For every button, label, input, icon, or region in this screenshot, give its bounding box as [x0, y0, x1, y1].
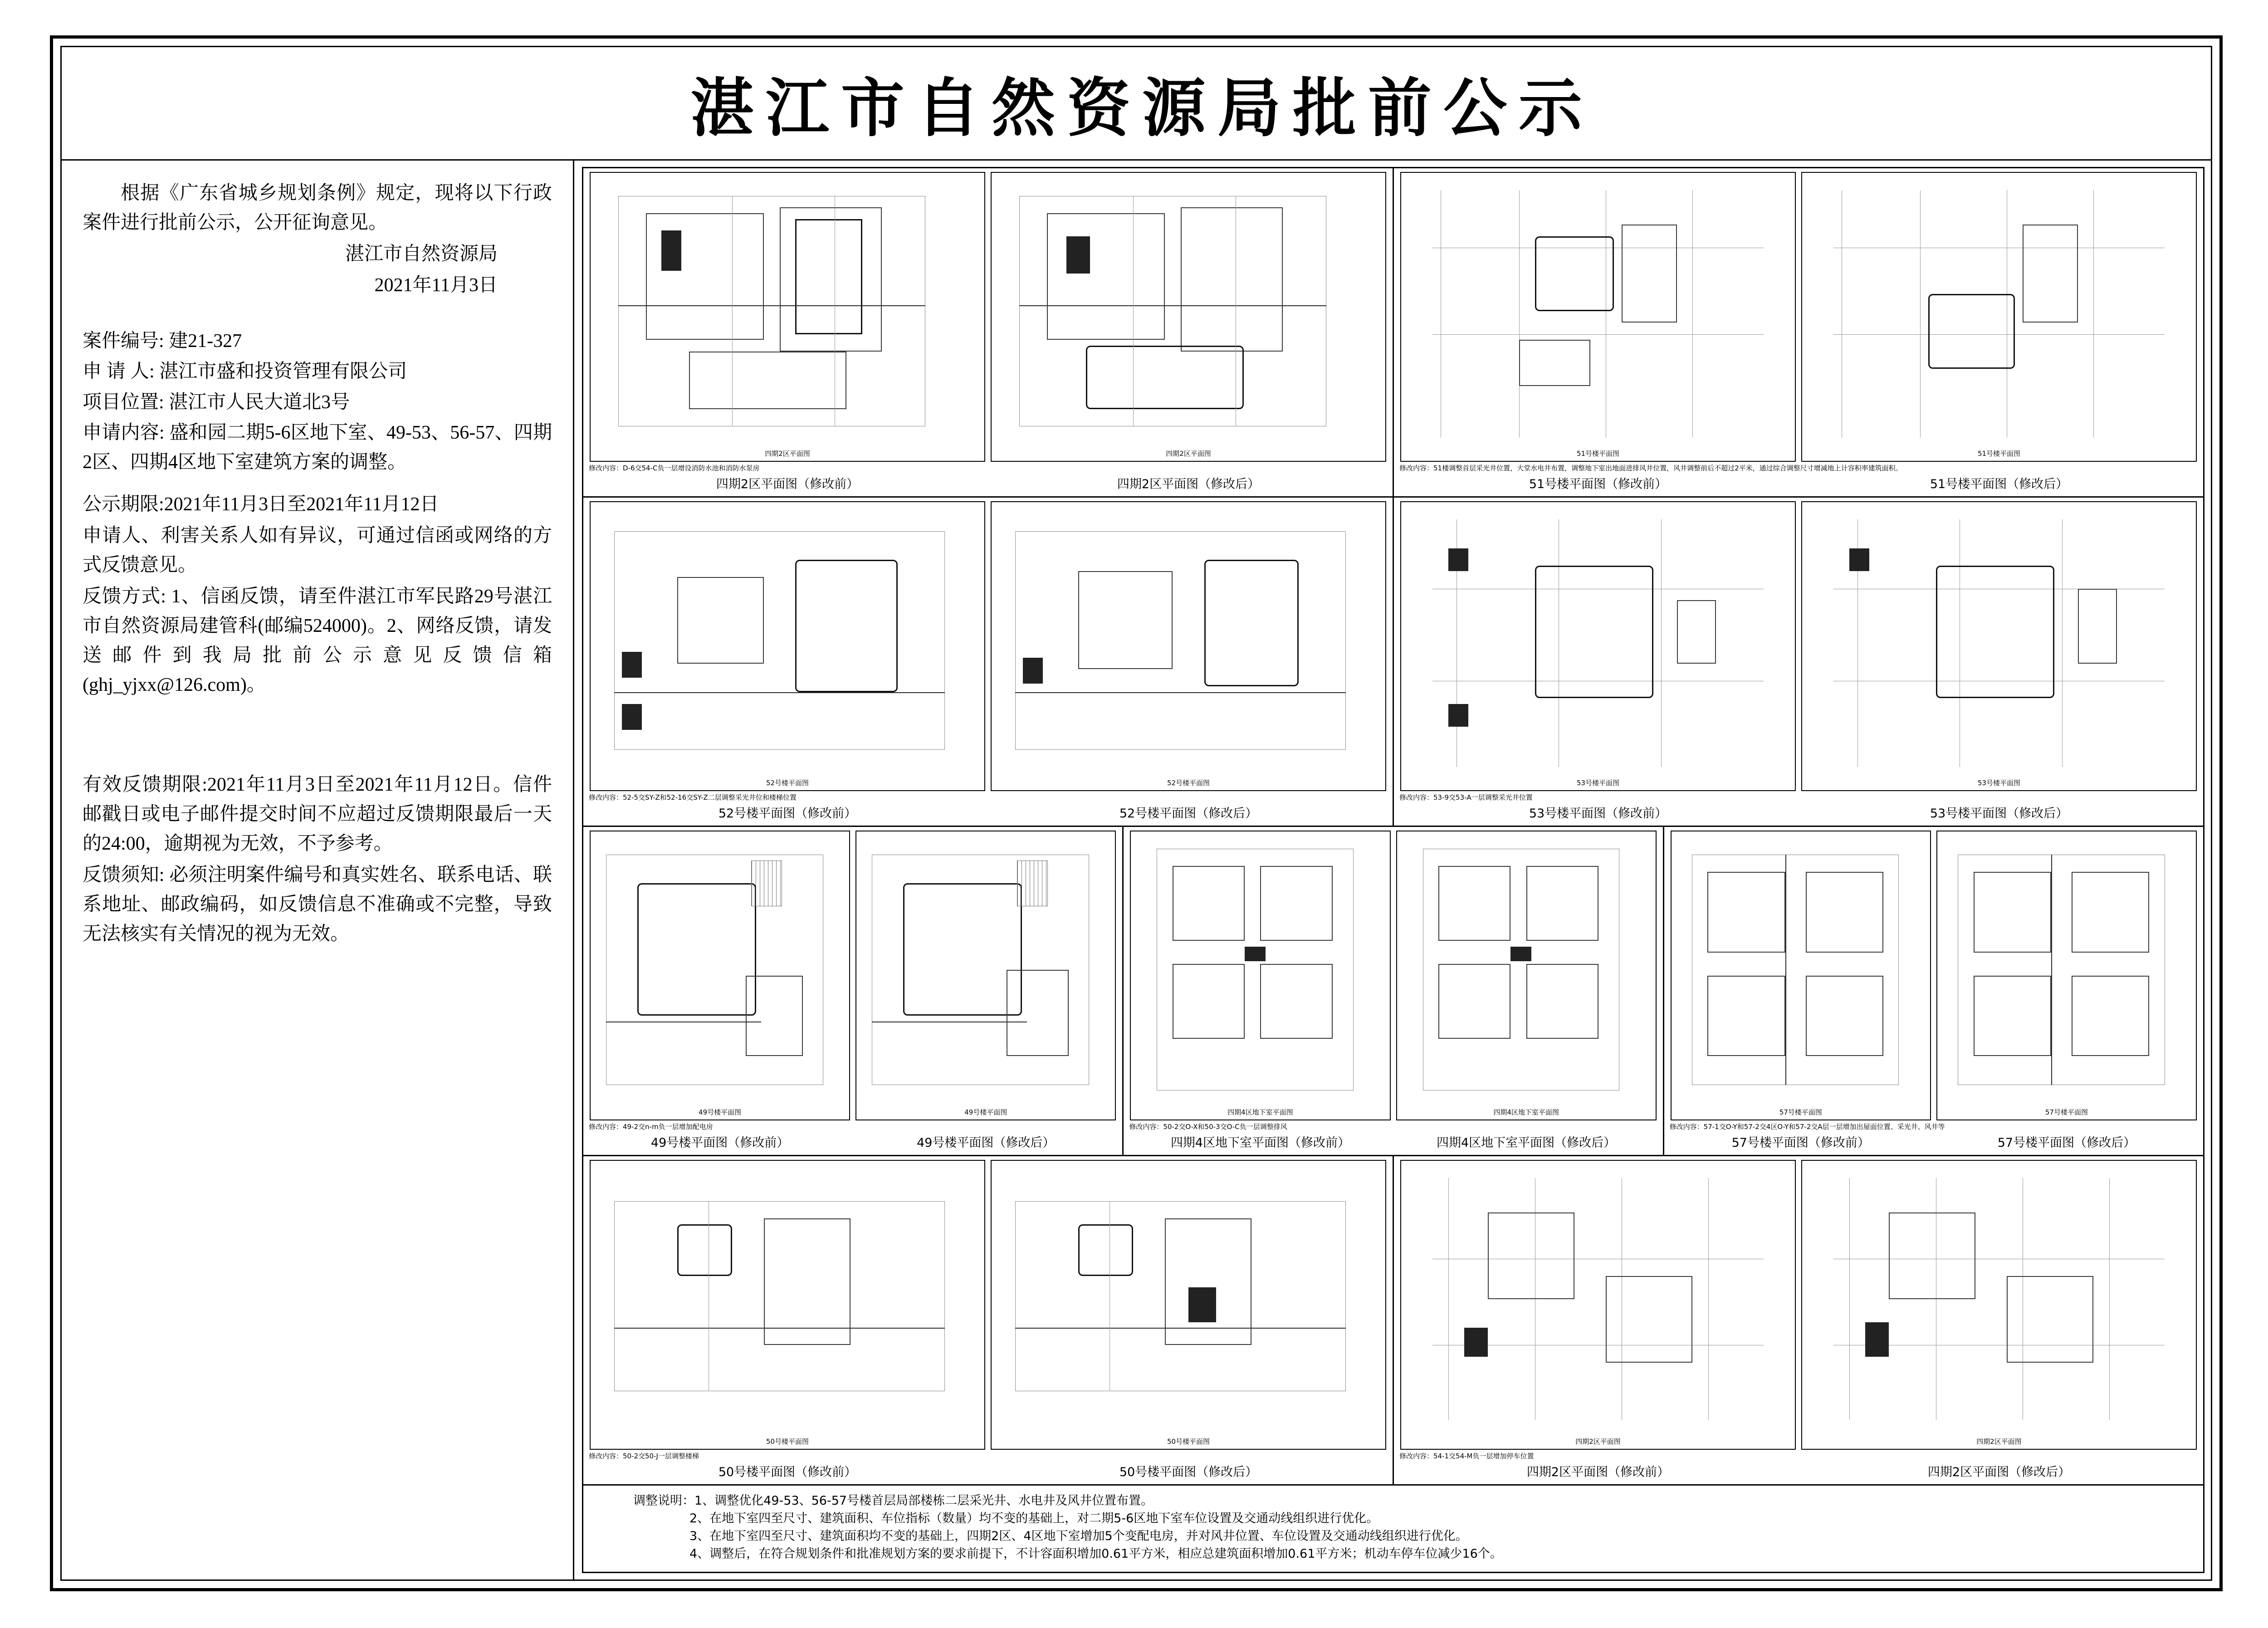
figure-2-note: 修改内容：51楼调整首层采光井位置，大堂水电井布置，调整地下室出地面进排风井位置，风井调整前后不超过2平米，通过综合调整尺寸增减地上计容积率建筑面积。	[1399, 464, 1902, 472]
figure-9-after	[1799, 1160, 2200, 1450]
drawing-inner-caption: 四期2区平面图	[1166, 450, 1211, 458]
figure-3-note: 修改内容：52-5交SY-Z和52-16交SY-Z二层调整采光井位和楼梯位置	[589, 793, 797, 802]
figure-5-after	[853, 831, 1119, 1120]
drawing-canvas	[590, 172, 985, 462]
figure-6-after	[1393, 831, 1659, 1120]
project-location: 项目位置: 湛江市人民大道北3号	[83, 391, 350, 413]
drawing-canvas	[590, 1160, 985, 1450]
figure-9-note: 修改内容：54-1交54-M负一层增加停车位置	[1399, 1452, 1534, 1460]
drawing-inner-caption: 四期2区平面图	[1575, 1437, 1621, 1446]
drawing-canvas	[1400, 501, 1796, 791]
figure-pair-7	[1664, 827, 2203, 1155]
drawing-canvas	[1936, 831, 2197, 1120]
figure-1-before-label: 四期2区平面图（修改前）	[716, 477, 859, 491]
notice-issue-date: 2021年11月3日	[374, 275, 498, 296]
figure-5-before-label: 49号楼平面图（修改前）	[650, 1136, 789, 1150]
adjust-note-1: 1、调整优化49-53、56-57号楼首层局部楼栋二层采光井、水电井及风井位置布置。	[694, 1494, 1154, 1508]
drawing-canvas	[1396, 831, 1657, 1120]
drawing-canvas	[991, 172, 1386, 462]
figure-7-before	[1668, 831, 1934, 1120]
drawing-inner-caption: 四期2区平面图	[765, 450, 810, 458]
figure-7-note: 修改内容：57-1交O-Y和57-2交4区O-Y和57-2交A层一层增加出屋面位置、采光井、风井等	[1669, 1123, 1945, 1131]
notice-intro: 根据《广东省城乡规划条例》规定，现将以下行政案件进行批前公示，公开征询意见。	[83, 183, 552, 234]
drawing-inner-caption: 52号楼平面图	[766, 779, 809, 787]
figure-pair-4	[1394, 498, 2203, 826]
drawing-inner-caption: 51号楼平面图	[1977, 450, 2021, 458]
figure-6-before	[1127, 831, 1393, 1120]
figure-pair-2	[1394, 168, 2203, 496]
drawing-inner-caption: 57号楼平面图	[1779, 1108, 1822, 1116]
drawing-canvas	[991, 501, 1386, 791]
adjust-note-2: 2、在地下室四至尺寸、建筑面积、车位指标（数量）均不变的基础上，对二期5-6区地下室车位设置及交通动线组织进行优化。	[689, 1511, 1379, 1526]
figure-2-before-label: 51号楼平面图（修改前）	[1529, 477, 1667, 491]
figure-8-after	[988, 1160, 1389, 1450]
figure-6-note: 修改内容：50-2交O-X和50-3交O-C负一层调整排风	[1129, 1123, 1287, 1131]
drawings-column	[576, 161, 2211, 1579]
drawings-row-3	[583, 827, 2203, 1156]
drawing-canvas	[1671, 831, 1931, 1120]
poster-title-bar	[62, 47, 2211, 161]
notice-issuer: 湛江市自然资源局	[345, 244, 498, 265]
drawing-inner-caption: 51号楼平面图	[1576, 450, 1620, 458]
drawings-row-1	[583, 168, 2203, 498]
figure-4-after	[1799, 501, 2200, 791]
figure-5-note: 修改内容：49-2交n-m负一层增加配电房	[589, 1123, 713, 1131]
adjust-notes	[583, 1486, 1516, 1572]
figure-1-after	[988, 172, 1389, 462]
figure-8-note: 修改内容：50-2交50-J一层调整楼梯	[589, 1452, 699, 1460]
adjust-notes-head: 调整说明：	[633, 1494, 694, 1508]
figure-3-before-label: 52号楼平面图（修改前）	[718, 807, 857, 821]
drawing-inner-caption: 49号楼平面图	[699, 1108, 742, 1116]
public-notice-poster	[50, 35, 2223, 1591]
figure-4-before	[1398, 501, 1799, 791]
figure-4-before-label: 53号楼平面图（修改前）	[1529, 807, 1667, 821]
figure-pair-3	[583, 498, 1394, 826]
case-number: 案件编号: 建21-327	[83, 331, 242, 352]
figure-7-before-label: 57号楼平面图（修改前）	[1731, 1136, 1870, 1150]
figure-3-after	[988, 501, 1389, 791]
poster-inner-frame	[60, 46, 2212, 1581]
figure-5-after-label: 49号楼平面图（修改后）	[917, 1136, 1055, 1150]
drawing-canvas	[590, 501, 985, 791]
figure-4-note: 修改内容：53-9交53-A一层调整采光井位置	[1399, 793, 1533, 802]
adjust-note-4: 4、调整后，在符合规划条件和批准规划方案的要求前提下，不计容面积增加0.61平方米，相应总建筑面积增加0.61平方米；机动车停车位减少16个。	[689, 1547, 1502, 1561]
figure-6-after-label: 四期4区地下室平面图（修改后）	[1436, 1136, 1616, 1150]
figure-3-before	[587, 501, 988, 791]
drawing-inner-caption: 50号楼平面图	[766, 1437, 809, 1446]
figure-4-after-label: 53号楼平面图（修改后）	[1930, 807, 2068, 821]
figure-pair-5	[583, 827, 1124, 1155]
figure-5-before	[587, 831, 853, 1120]
drawings-grid	[582, 167, 2204, 1573]
adjust-note-3: 3、在地下室四至尺寸、建筑面积均不变的基础上，四期2区、4区地下室增加5个变配电房，并对风井位置、车位设置及交通动线组织进行优化。	[689, 1529, 1468, 1544]
figure-pair-1	[583, 168, 1394, 496]
figure-pair-8	[583, 1156, 1394, 1484]
drawing-canvas	[1801, 1160, 2197, 1450]
drawing-inner-caption: 四期4区地下室平面图	[1227, 1108, 1293, 1116]
figure-pair-6	[1124, 827, 1664, 1155]
drawing-inner-caption: 四期4区地下室平面图	[1493, 1108, 1559, 1116]
figure-7-after	[1934, 831, 2200, 1120]
figure-8-after-label: 50号楼平面图（修改后）	[1119, 1465, 1258, 1479]
drawing-canvas	[1400, 1160, 1796, 1450]
figure-3-after-label: 52号楼平面图（修改后）	[1119, 807, 1258, 821]
drawing-inner-caption: 53号楼平面图	[1576, 779, 1620, 787]
drawing-inner-caption: 52号楼平面图	[1167, 779, 1210, 787]
figure-9-after-label: 四期2区平面图（修改后）	[1927, 1465, 2071, 1479]
notice-text-column	[62, 161, 574, 1579]
application-content: 申请内容: 盛和园二期5-6区地下室、49-53、56-57、四期2区、四期4区地下室建筑方案的调整。	[83, 422, 552, 473]
figure-2-after	[1799, 172, 2200, 462]
drawing-canvas	[1801, 172, 2197, 462]
figure-1-note: 修改内容：D-6交54-C负一层增设消防水池和消防水泵房	[589, 464, 760, 472]
drawing-canvas	[590, 831, 850, 1120]
figure-8-before-label: 50号楼平面图（修改前）	[718, 1465, 857, 1479]
drawing-inner-caption: 50号楼平面图	[1167, 1437, 1210, 1446]
drawing-canvas	[855, 831, 1116, 1120]
publicity-period: 公示期限:2021年11月3日至2021年11月12日	[83, 494, 439, 515]
drawings-row-2	[583, 498, 2203, 827]
drawing-canvas	[1400, 172, 1796, 462]
poster-body	[62, 161, 2211, 1579]
figure-1-after-label: 四期2区平面图（修改后）	[1117, 477, 1260, 491]
applicant: 申 请 人: 湛江市盛和投资管理有限公司	[83, 361, 407, 382]
page-title: 湛江市自然资源局批前公示	[690, 72, 1594, 146]
drawing-inner-caption: 57号楼平面图	[2045, 1108, 2088, 1116]
adjust-notes-row	[583, 1486, 2203, 1572]
drawing-canvas	[1801, 501, 2197, 791]
figure-9-before	[1398, 1160, 1799, 1450]
drawing-canvas	[1130, 831, 1390, 1120]
figure-pair-9	[1394, 1156, 2203, 1484]
figure-6-before-label: 四期4区地下室平面图（修改前）	[1170, 1136, 1350, 1150]
drawings-row-4	[583, 1156, 2203, 1486]
figure-2-before	[1398, 172, 1799, 462]
feedback-ways: 反馈方式: 1、信函反馈，请至件湛江市军民路29号湛江市自然资源局建管科(邮编524000)。2、网络反馈，请发送邮件到我局批前公示意见反馈信箱(ghj_yjxx@126.com)。	[83, 586, 552, 696]
figure-9-before-label: 四期2区平面图（修改前）	[1526, 1465, 1670, 1479]
figure-2-after-label: 51号楼平面图（修改后）	[1930, 477, 2068, 491]
figure-8-before	[587, 1160, 988, 1450]
feedback-requirement: 反馈须知: 必须注明案件编号和真实姓名、联系电话、联系地址、邮政编码，如反馈信息不准确或不完整，导致无法核实有关情况的视为无效。	[83, 864, 552, 944]
valid-feedback-period: 有效反馈期限:2021年11月3日至2021年11月12日。信件邮戳日或电子邮件提交时间不应超过反馈期限最后一天的24:00，逾期视为无效，不予参考。	[83, 774, 552, 854]
figure-1-before	[587, 172, 988, 462]
drawing-inner-caption: 49号楼平面图	[964, 1108, 1007, 1116]
figure-7-after-label: 57号楼平面图（修改后）	[1997, 1136, 2136, 1150]
drawing-canvas	[991, 1160, 1386, 1450]
objection-note: 申请人、利害关系人如有异议，可通过信函或网络的方式反馈意见。	[83, 525, 552, 576]
drawing-inner-caption: 四期2区平面图	[1976, 1437, 2022, 1446]
drawing-inner-caption: 53号楼平面图	[1977, 779, 2021, 787]
